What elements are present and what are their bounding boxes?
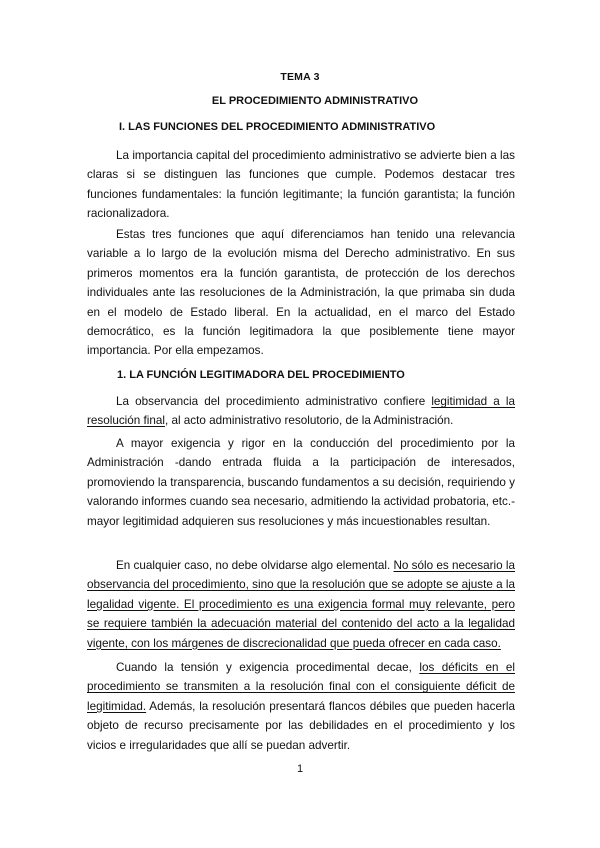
paragraph-3 <box>87 392 515 431</box>
paragraph-5-text-a: En cualquier caso, no debe olvidarse algo elemental. <box>116 559 394 572</box>
paragraph-2: Estas tres funciones que aquí diferenciamos han tenido una relevancia variable a lo largo de la evolución misma del Derecho administrativo. En sus primeros momentos era la función garantista, de protección de los derechos individuales ante las resoluciones de la Administración, la que primaba sin duda en el modelo de Estado liberal. En la actualidad, en el marco del Estado democrático, es la función legitimadora la que posiblemente tiene mayor importancia. Por ella empezamos. <box>87 228 515 358</box>
section-heading: I. LAS FUNCIONES DEL PROCEDIMIENTO ADMINISTRATIVO <box>119 121 436 133</box>
paragraph-6-text-a: Cuando la tensión y exigencia procedimental decae, <box>116 661 420 674</box>
paragraph-1: La importancia capital del procedimiento administrativo se advierte bien a las claras si se distinguen las funciones que cumple. Podemos destacar tres funciones fundamentales: la función legitimante; la función garantista; la función racionalizadora. <box>87 149 515 221</box>
paragraph-6 <box>87 658 515 755</box>
paragraph-3-text-a: La observancia del procedimiento administrativo confiere <box>116 395 432 408</box>
paragraph-5-underlined: No sólo es necesario la observancia del procedimiento, sino que la resolución que se adopte se ajuste a la legalidad vigente. El procedimiento es una exigencia formal muy relevante, pero se requiere también la adecuación material del contenido del acto a la legalidad vigente, con los márgenes de discrecionalidad que pueda ofrecer en cada caso. <box>87 559 515 650</box>
paragraph-6-underlined: los déficits en el procedimiento se transmiten a la resolución final con el consiguiente déficit de legitimidad. <box>87 661 515 713</box>
page-title: EL PROCEDIMIENTO ADMINISTRATIVO <box>211 95 419 107</box>
paragraph-6-text-b: Además, la resolución presentará flancos débiles que pueden hacerla objeto de recurso precisamente por las debilidades en el procedimiento y los vicios e irregularidades que allí se puedan advertir. <box>87 699 515 752</box>
topic-label: TEMA 3 <box>280 71 320 83</box>
paragraph-5 <box>87 556 515 653</box>
subsection-heading: 1. LA FUNCIÓN LEGITIMADORA DEL PROCEDIMIENTO <box>117 369 405 381</box>
page-number: 1 <box>296 763 304 775</box>
paragraph-4: A mayor exigencia y rigor en la conducción del procedimiento por la Administración -dando entrada fluida a la participación de interesados, promoviendo la transparencia, buscando fundamentos a su decisión, requiriendo y valorando informes cuando sea necesario, admitiendo la actividad probatoria, etc.- mayor legitimidad adquieren sus resoluciones y más incuestionables resultan. <box>87 437 515 528</box>
paragraph-3-underlined: legitimidad a la resolución final <box>87 395 515 428</box>
paragraph-3-text-b: , al acto administrativo resolutorio, de la Administración. <box>164 414 454 428</box>
